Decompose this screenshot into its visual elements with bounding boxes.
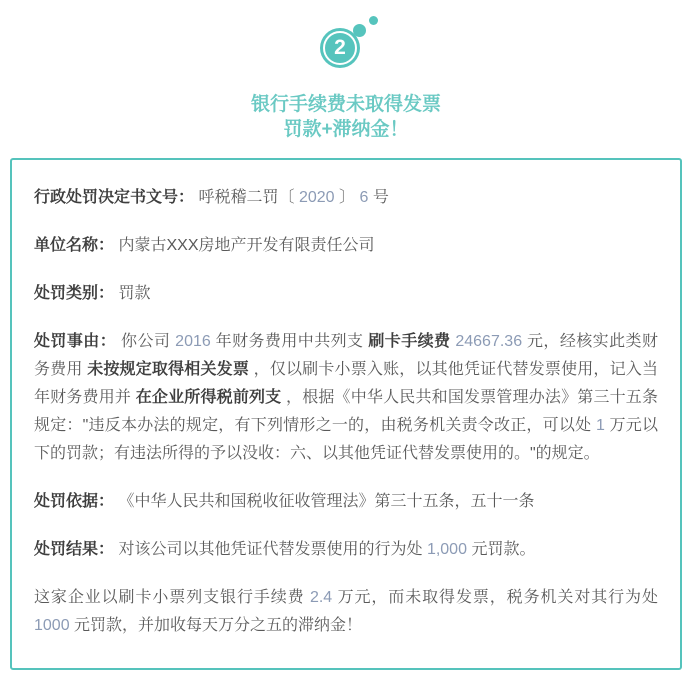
summary-note — [34, 584, 658, 640]
reason-number-fine: 1 — [595, 417, 605, 434]
field-value: 罚款 — [118, 285, 151, 302]
field-value-number: 2020 — [298, 189, 335, 206]
reason-text: ，仅以刷卡小票入账，以其他凭证代替发票使用，记入当年财务费用并 — [34, 361, 658, 406]
field-label: 单位名称： — [34, 237, 115, 254]
penalty-result — [34, 536, 658, 564]
reason-text: 年财务费用中共列支 — [215, 333, 364, 350]
reason-number-year: 2016 — [175, 333, 211, 350]
field-label: 处罚依据： — [34, 493, 115, 510]
section-title-line-2: 罚款+滞纳金！ — [283, 119, 409, 140]
penalty-reason — [34, 328, 658, 468]
step-badge — [312, 18, 380, 76]
reason-emphasis: 未按规定取得相关发票 — [87, 361, 249, 378]
field-label: 行政处罚决定书文号： — [34, 189, 195, 206]
field-label: 处罚类别： — [34, 285, 115, 302]
reason-number-amount: 24667.36 — [455, 333, 523, 350]
summary-text: 万元，而未取得发票，税务机关对其行为处 — [337, 589, 658, 606]
summary-text: 元罚款，并加收每天万分之五的滞纳金！ — [74, 617, 363, 634]
penalty-type — [34, 280, 658, 308]
field-value: 呼税稽二罚〔 — [198, 189, 295, 206]
summary-number-amount: 2.4 — [309, 589, 333, 606]
result-text: 元罚款。 — [471, 541, 536, 558]
result-text: 对该公司以其他凭证代替发票使用的行为处 — [118, 541, 423, 558]
field-label: 处罚事由： — [34, 333, 117, 350]
field-label: 处罚结果： — [34, 541, 115, 558]
decor-dot-small — [369, 16, 378, 25]
reason-text: 元，经核实此类财务费用 — [34, 333, 658, 378]
section-title-line-1: 银行手续费未取得发票 — [250, 94, 441, 115]
field-value: 号 — [372, 189, 389, 206]
section-title — [0, 92, 692, 142]
reason-emphasis: 在企业所得税前列支 — [135, 389, 282, 406]
field-value: 〕 — [338, 189, 355, 206]
reason-emphasis: 刷卡手续费 — [368, 333, 451, 350]
company-name — [34, 232, 658, 260]
reason-text: 万元以下的罚款；有违法所得的予以没收：六、以其他凭证代替发票使用的。"的规定。 — [34, 417, 658, 462]
summary-number-fine: 1000 — [34, 617, 70, 634]
reason-text: 你公司 — [121, 333, 171, 350]
field-value-number: 6 — [359, 189, 369, 206]
field-value: 内蒙古XXX房地产开发有限责任公司 — [118, 237, 375, 254]
reason-text: ，根据《中华人民共和国发票管理办法》第三十五条规定："违反本办法的规定，有下列情形之一的，由税务机关责令改正，可以处 — [34, 389, 658, 434]
penalty-basis — [34, 488, 658, 516]
penalty-notice-card — [10, 158, 682, 670]
penalty-doc-number — [34, 184, 658, 212]
field-value: 《中华人民共和国税收征收管理法》第三十五条，五十一条 — [118, 493, 535, 510]
step-number: 2 — [334, 36, 346, 59]
summary-text: 这家企业以刷卡小票列支银行手续费 — [34, 589, 305, 606]
decor-dot-large — [353, 24, 366, 37]
result-number-fine: 1,000 — [426, 541, 467, 558]
